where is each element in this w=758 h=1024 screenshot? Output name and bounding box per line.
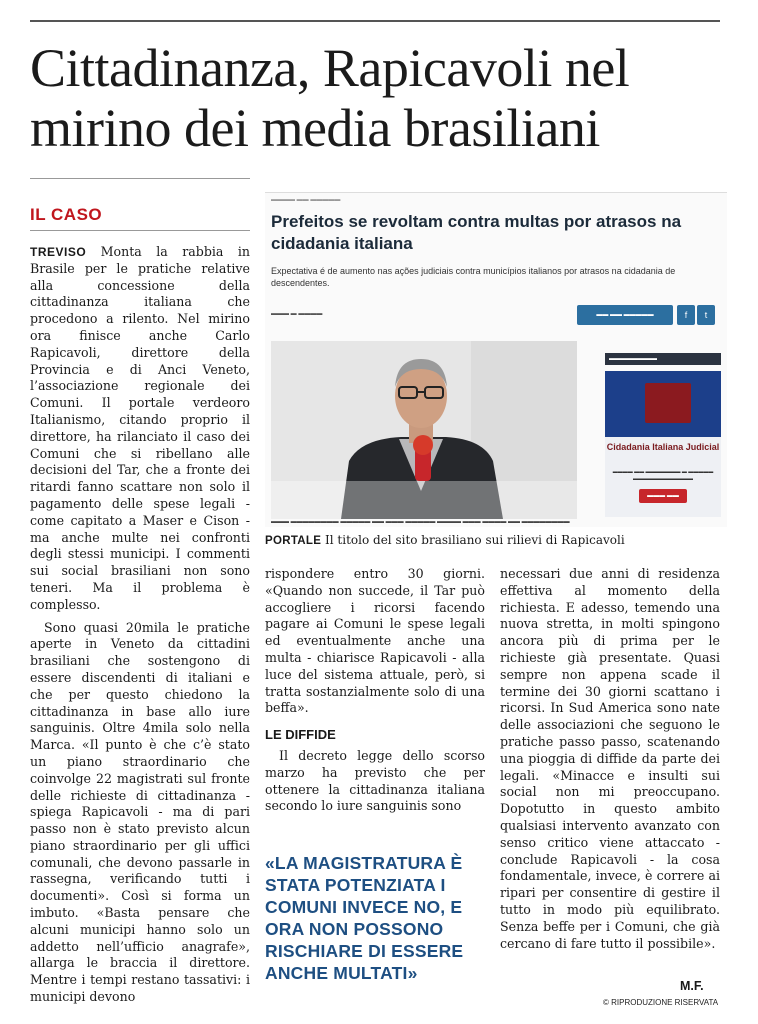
- site-kicker: ▬▬▬▬ ▬▬ ▬▬▬▬▬: [271, 197, 341, 203]
- facebook-icon: f: [677, 305, 695, 325]
- dateline: TREVISO: [30, 245, 87, 259]
- caption-text: Il titolo del sito brasiliano sui rilievi di Rapicavoli: [325, 533, 625, 547]
- article-column-1: [30, 244, 250, 1012]
- ad-subtitle: ▬▬▬▬ ▬▬ ▬▬▬▬▬▬▬ ▬ ▬▬▬▬▬ ▬▬▬▬▬▬▬▬▬▬▬▬: [612, 469, 714, 482]
- photo-caption: [265, 533, 725, 547]
- ad-image: [605, 371, 721, 437]
- site-meta: ▬▬▬ ▬ ▬▬▬▬: [271, 311, 323, 317]
- twitter-icon: t: [697, 305, 715, 325]
- caption-label: PORTALE: [265, 535, 322, 547]
- site-article-title: Prefeitos se revoltam contra multas por atrasos na cidadania italiana: [271, 212, 682, 253]
- paragraph: Il decreto legge dello scorso marzo ha previsto che per ottenere la cittadinanza italiana secondo lo iure sanguinis sono: [265, 747, 485, 814]
- portrait-photo: [271, 341, 577, 519]
- paragraph: necessari due anni di residenza effettiva al momento della richiesta. E adesso, temendo una nuova stretta, in molti spingono ancora più di prima per le richieste già presentate. Quasi sempre non appena scade il termine dei 30 giorni scattano i ricorsi. In Sud America sono nate delle associazioni che seguono le pratiche passo passo, scatenando una pioggia di diffide da parte dei legali. «Minacce e insulti sui social non mi preoccupano. Dopotutto in questo ambito qualsiasi intervento avanzato con senso critico viene attaccato - conclude Rapicavoli - la cosa fondamentale, invece, è correre ai ripari per consentire di gestire il tutto in modo più equilibrato. Senza beffe per i Comuni, che già cercano di fare tutto il possibile».: [500, 566, 720, 951]
- website-screenshot: [265, 192, 727, 527]
- headline: Cittadinanza, Rapicavoli nel mirino dei media brasiliani: [30, 38, 630, 158]
- site-article-description: Expectativa é de aumento nas ações judiciais contra municípios italianos por atrasos na cidadania de descendentes.: [271, 266, 676, 288]
- paragraph-text: Monta la rabbia in Brasile per le pratiche relative alla concessione della cittadinanza italiana che procedono a rilento. Nel mirino ora finisce anche Carlo Rapicavoli, direttore della Provincia e di Anci Veneto, l’associazione regionale dei Comuni. Il portale verdeoro Italianismo, citando proprio il direttore, ha rilanciato il caso dei Comuni che si ribellano alle decisioni del Tar, che a fronte dei ritardi fanno scattare non solo il pagamento delle spese legali - come capitato a Maser e Cison - ma anche multe nei confronti degli stessi municipi. I commenti sui social brasiliani non sono teneri. Ma il problema è complesso.: [30, 244, 250, 612]
- section-label: IL CASO: [30, 205, 103, 224]
- copyright-notice: © RIPRODUZIONE RISERVATA: [603, 998, 719, 1007]
- headline-rule: [30, 178, 250, 179]
- advertisement: [605, 371, 721, 517]
- section-rule: [30, 230, 250, 231]
- video-caption: ▬▬▬ ▬▬▬▬▬▬▬▬ ▬▬▬▬▬ ▬▬ ▬▬▬ ▬▬▬▬▬ ▬▬▬▬ ▬▬▬ ▬▬▬▬ ▬▬ ▬▬▬▬▬▬▬▬: [271, 519, 570, 525]
- article-column-3: [500, 566, 720, 958]
- paragraph: [30, 244, 250, 614]
- top-rule: [30, 20, 720, 22]
- paragraph: Sono quasi 20mila le pratiche aperte in Veneto da cittadini brasiliani che sostengono di essere discendenti di italiani e che per questo chiedono la cittadinanza in base allo iure sanguinis. Oltre 4mila solo nella Marca. «Il punto è che c’è stato un piano straordinario che coinvolge 22 magistrati sul fronte delle richieste di cittadinanza - spiega Rapicavoli - ma di pari passo non è stato previsto alcun piano straordinario per gli uffici comunali, che devono passarle in rassegna, verificando tutti i documenti». Così si forma un imbuto. «Basta pensare che alcuni municipi hanno solo un addetto nell’ufficio anagrafe», allarga le braccia il direttore. Mentre i tempi restano tassativi: i municipi devono: [30, 619, 250, 1005]
- share-button: ▬▬ ▬▬ ▬▬▬▬▬: [577, 305, 673, 325]
- subheading: LE DIFFIDE: [265, 727, 336, 743]
- video-frame: [271, 341, 577, 519]
- passport-icon: [645, 383, 691, 423]
- paragraph: rispondere entro 30 giorni. «Quando non succede, il Tar può accogliere i ricorsi facendo pagare ai Comuni le spese legali ed eventualmente anche una multa - chiarisce Rapicavoli - alla luce del sistema attuale, però, si tratta sostanzialmente solo di una beffa».: [265, 566, 485, 716]
- author-signature: M.F.: [680, 979, 704, 993]
- ad-label: ▬▬▬▬▬▬▬▬: [605, 353, 721, 365]
- pull-quote: «LA MAGISTRATURA È STATA POTENZIATA I COMUNI INVECE NO, E ORA NON POSSONO RISCHIARE DI ESSERE ANCHE MULTATI»: [265, 853, 464, 983]
- ad-button: ▬▬▬ ▬▬: [639, 489, 687, 503]
- ad-title: Cidadania Italiana Judicial: [606, 442, 720, 452]
- article-column-2: [265, 566, 485, 821]
